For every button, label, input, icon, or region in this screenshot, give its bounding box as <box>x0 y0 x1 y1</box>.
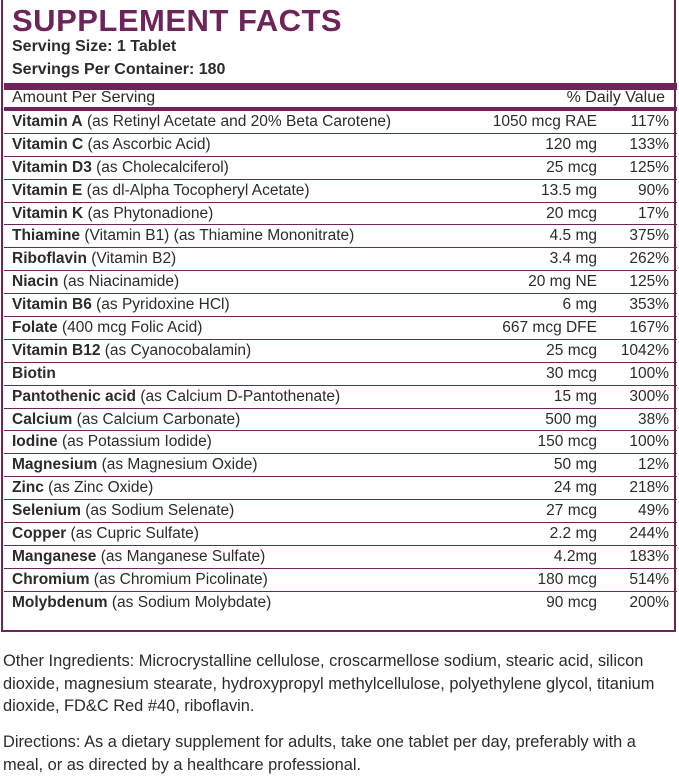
nutrient-row <box>4 248 677 271</box>
nutrient-bold-name: Pantothenic acid <box>12 387 137 405</box>
nutrient-bold-name: Chromium <box>12 570 90 588</box>
nutrient-row <box>4 569 677 592</box>
nutrient-source: (as Magnesium Oxide) <box>97 456 258 474</box>
nutrient-row <box>4 409 677 432</box>
amount-per-serving-heading: Amount Per Serving <box>12 89 156 106</box>
nutrient-amount: 20 mcg <box>546 204 597 222</box>
nutrient-amount: 90 mcg <box>546 593 597 611</box>
nutrient-daily-value: 125% <box>629 158 669 176</box>
nutrient-daily-value: 125% <box>629 273 669 291</box>
nutrient-bold-name: Folate <box>12 319 58 337</box>
nutrient-source: (as Chromium Picolinate) <box>89 570 268 588</box>
nutrient-row <box>4 500 677 523</box>
nutrient-row <box>4 431 677 454</box>
nutrient-amount: 667 mcg DFE <box>502 319 597 337</box>
nutrient-name <box>12 431 212 452</box>
nutrient-amount: 3.4 mg <box>549 250 597 268</box>
nutrient-name <box>12 386 340 407</box>
nutrient-row <box>4 157 677 180</box>
nutrient-amount: 25 mcg <box>546 341 597 359</box>
nutrient-source: (as Calcium Carbonate) <box>72 410 241 428</box>
nutrient-source: (as Sodium Selenate) <box>80 502 235 520</box>
nutrient-name <box>12 454 258 475</box>
nutrient-row <box>4 363 677 386</box>
nutrient-daily-value: 262% <box>629 250 669 268</box>
nutrient-row <box>4 317 677 340</box>
nutrient-name <box>12 569 268 590</box>
nutrient-row <box>4 294 677 317</box>
nutrient-bold-name: Selenium <box>12 502 81 520</box>
nutrient-daily-value: 133% <box>629 135 669 153</box>
nutrient-row <box>4 592 677 615</box>
label-title: SUPPLEMENT FACTS <box>12 3 343 38</box>
nutrient-daily-value: 183% <box>629 547 669 565</box>
nutrient-daily-value: 167% <box>629 319 669 337</box>
nutrient-bold-name: Vitamin K <box>12 204 84 222</box>
nutrient-name <box>12 592 271 613</box>
nutrient-name <box>12 271 179 292</box>
nutrient-amount: 150 mcg <box>537 433 597 451</box>
nutrient-daily-value: 49% <box>637 502 669 520</box>
nutrient-amount: 1050 mcg RAE <box>492 113 597 130</box>
nutrient-bold-name: Manganese <box>12 547 97 565</box>
nutrient-daily-value: 218% <box>629 479 669 497</box>
nutrient-name <box>12 546 265 567</box>
nutrient-row <box>4 111 677 134</box>
nutrient-name <box>12 134 211 155</box>
nutrient-bold-name: Niacin <box>12 273 59 291</box>
nutrient-amount: 20 mg NE <box>528 273 597 291</box>
nutrient-bold-name: Thiamine <box>12 227 81 245</box>
nutrient-bold-name: Magnesium <box>12 456 98 474</box>
nutrient-row <box>4 477 677 500</box>
nutrient-bold-name: Zinc <box>12 479 44 497</box>
nutrient-row <box>4 523 677 546</box>
nutrient-name <box>12 363 56 384</box>
nutrient-amount: 120 mg <box>545 135 597 153</box>
nutrient-row <box>4 225 677 248</box>
nutrient-daily-value: 100% <box>629 433 669 451</box>
nutrient-amount: 2.2 mg <box>549 525 597 543</box>
nutrient-name <box>12 477 153 498</box>
nutrient-amount: 13.5 mg <box>540 181 597 199</box>
nutrient-name <box>12 500 234 521</box>
nutrient-amount: 15 mg <box>553 387 597 405</box>
nutrient-daily-value: 90% <box>637 181 669 199</box>
nutrient-row <box>4 271 677 294</box>
nutrient-row <box>4 203 677 226</box>
column-header <box>12 88 665 108</box>
nutrient-name <box>12 523 199 544</box>
nutrient-source: (400 mcg Folic Acid) <box>57 319 203 337</box>
nutrient-source: (as Niacinamide) <box>58 273 180 291</box>
nutrient-source: (as Pyridoxine HCl) <box>91 296 230 314</box>
nutrient-daily-value: 38% <box>637 410 669 428</box>
directions <box>3 731 673 776</box>
nutrient-name <box>12 248 176 269</box>
nutrient-daily-value: 17% <box>637 204 669 222</box>
nutrient-amount: 27 mcg <box>546 502 597 520</box>
nutrient-bold-name: Vitamin B6 <box>12 296 92 314</box>
nutrient-row <box>4 134 677 157</box>
nutrient-source: (as Calcium D-Pantothenate) <box>136 387 341 405</box>
nutrient-bold-name: Riboflavin <box>12 250 87 268</box>
nutrient-source: (as Retinyl Acetate and 20% Beta Carotene) <box>82 113 392 130</box>
nutrient-amount: 180 mcg <box>537 570 597 588</box>
nutrient-amount: 6 mg <box>562 296 597 314</box>
nutrient-source: (as Manganese Sulfate) <box>96 547 266 565</box>
nutrient-name <box>12 111 391 132</box>
nutrient-source: (as Zinc Oxide) <box>43 479 154 497</box>
nutrient-source: (as Cupric Sulfate) <box>66 525 199 543</box>
nutrient-row <box>4 180 677 203</box>
nutrient-name <box>12 409 240 430</box>
nutrient-row <box>4 454 677 477</box>
nutrient-source: (as Phytonadione) <box>83 204 214 222</box>
nutrient-name <box>12 317 202 338</box>
nutrient-amount: 4.5 mg <box>549 227 597 245</box>
nutrient-amount: 25 mcg <box>546 158 597 176</box>
nutrient-daily-value: 244% <box>629 525 669 543</box>
nutrient-daily-value: 117% <box>630 113 669 130</box>
other-ingredients-text: Microcrystalline cellulose, croscarmellose sodium, stearic acid, silicon dioxide, magnesium stearate, hydroxypropyl methylcellulose, polyethylene glycol, titanium dioxide, FD&C Red #40, riboflavin. <box>3 652 655 715</box>
supplement-facts-panel <box>1 0 676 632</box>
servings-per-container: Servings Per Container: 180 <box>12 61 226 78</box>
directions-label: Directions: <box>3 733 81 751</box>
nutrient-daily-value: 375% <box>629 227 669 245</box>
nutrient-bold-name: Iodine <box>12 433 58 451</box>
nutrient-bold-name: Calcium <box>12 410 73 428</box>
nutrient-bold-name: Vitamin B12 <box>12 341 101 359</box>
nutrient-source: (as Sodium Molybdate) <box>107 593 272 611</box>
nutrient-amount: 4.2mg <box>553 547 597 565</box>
nutrient-table <box>4 111 677 615</box>
daily-value-heading: % Daily Value <box>566 89 665 106</box>
directions-text: As a dietary supplement for adults, take one tablet per day, preferably with a meal, or as directed by a healthcare professional. <box>3 733 636 774</box>
nutrient-daily-value: 100% <box>629 364 669 382</box>
nutrient-row <box>4 340 677 363</box>
nutrient-row <box>4 386 677 409</box>
nutrient-daily-value: 12% <box>637 456 669 474</box>
nutrient-source: (as dl-Alpha Tocopheryl Acetate) <box>82 181 310 199</box>
nutrient-row <box>4 546 677 569</box>
nutrient-amount: 500 mg <box>545 410 597 428</box>
nutrient-daily-value: 353% <box>629 296 669 314</box>
other-ingredients-label: Other Ingredients: <box>3 652 135 670</box>
nutrient-name <box>12 203 213 224</box>
nutrient-source: (as Cholecalciferol) <box>91 158 229 176</box>
nutrient-bold-name: Biotin <box>12 364 56 382</box>
nutrient-bold-name: Vitamin A <box>12 113 83 130</box>
nutrient-daily-value: 514% <box>629 570 669 588</box>
nutrient-bold-name: Vitamin C <box>12 135 84 153</box>
nutrient-daily-value: 1042% <box>620 341 669 359</box>
nutrient-amount: 50 mg <box>553 456 597 474</box>
nutrient-amount: 30 mcg <box>546 364 597 382</box>
serving-size: Serving Size: 1 Tablet <box>12 38 177 55</box>
nutrient-daily-value: 300% <box>629 387 669 405</box>
other-ingredients <box>3 650 673 718</box>
nutrient-name <box>12 180 310 201</box>
nutrient-source: (as Potassium Iodide) <box>57 433 212 451</box>
nutrient-source: (Vitamin B2) <box>86 250 177 268</box>
nutrient-bold-name: Vitamin D3 <box>12 158 92 176</box>
nutrient-source: (as Ascorbic Acid) <box>83 135 211 153</box>
nutrient-daily-value: 200% <box>629 593 669 611</box>
nutrient-name <box>12 340 251 361</box>
nutrient-bold-name: Copper <box>12 525 67 543</box>
nutrient-bold-name: Molybdenum <box>12 593 108 611</box>
nutrient-bold-name: Vitamin E <box>12 181 83 199</box>
nutrient-name <box>12 157 229 178</box>
nutrient-amount: 24 mg <box>553 479 597 497</box>
nutrient-source: (as Cyanocobalamin) <box>100 341 252 359</box>
nutrient-name <box>12 225 354 246</box>
nutrient-name <box>12 294 230 315</box>
nutrient-source: (Vitamin B1) (as Thiamine Mononitrate) <box>80 227 355 245</box>
